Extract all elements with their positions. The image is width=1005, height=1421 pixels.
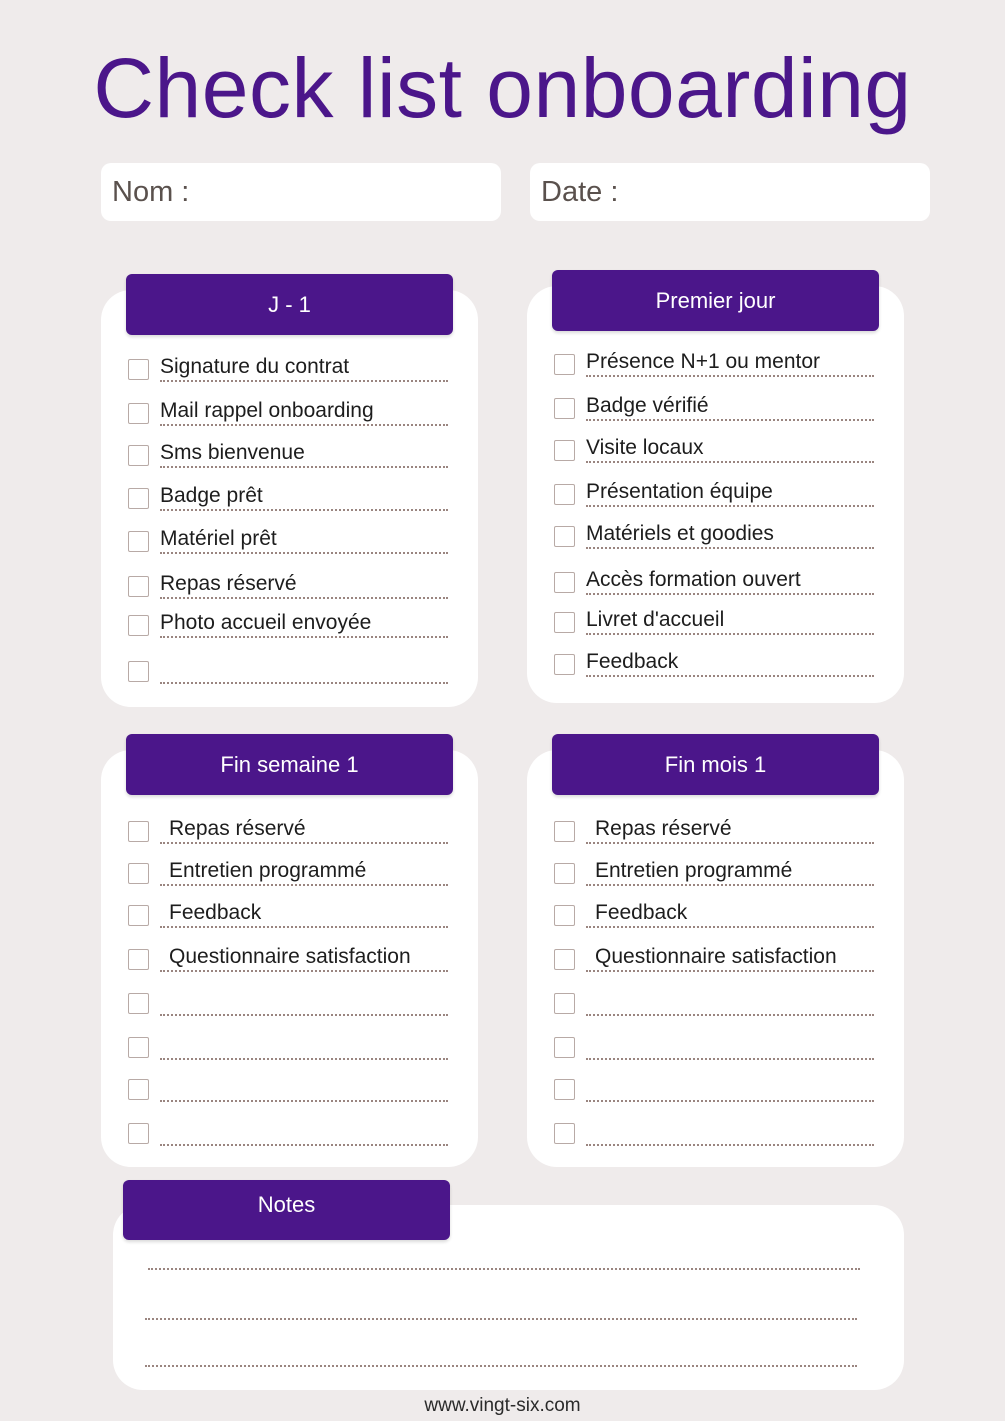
section-heading-fin-semaine-1: Fin semaine 1 <box>126 734 453 795</box>
notes-line[interactable] <box>148 1268 860 1270</box>
checkbox[interactable] <box>554 572 575 593</box>
checkbox[interactable] <box>128 531 149 552</box>
checklist-item-label: Matériel prêt <box>160 527 448 554</box>
checklist-item-label: Présence N+1 ou mentor <box>586 350 874 377</box>
checklist-item[interactable] <box>554 394 874 434</box>
page-title: Check list onboarding <box>93 41 912 135</box>
checklist-item-label <box>586 1119 874 1146</box>
checkbox[interactable] <box>128 821 149 842</box>
checklist-item[interactable] <box>554 1033 874 1073</box>
checkbox[interactable] <box>128 1079 149 1100</box>
checklist-item-label: Repas réservé <box>160 572 448 599</box>
checklist-item[interactable] <box>554 901 874 941</box>
checklist-item[interactable] <box>128 817 448 857</box>
checklist-item-label <box>586 1033 874 1060</box>
checklist-item[interactable] <box>128 1033 448 1073</box>
checklist-item-label <box>160 1075 448 1102</box>
checklist-item-label: Sms bienvenue <box>160 441 448 468</box>
checklist-item-label: Badge prêt <box>160 484 448 511</box>
checklist-item[interactable] <box>128 399 448 439</box>
checklist-item[interactable] <box>554 522 874 562</box>
checklist-item-label: Présentation équipe <box>586 480 874 507</box>
checkbox[interactable] <box>554 863 575 884</box>
checkbox[interactable] <box>554 398 575 419</box>
checklist-item-label <box>586 1075 874 1102</box>
checkbox[interactable] <box>128 359 149 380</box>
checklist-item[interactable] <box>128 859 448 899</box>
checkbox[interactable] <box>554 1079 575 1100</box>
checkbox[interactable] <box>128 993 149 1014</box>
checkbox[interactable] <box>554 1037 575 1058</box>
checklist-item[interactable] <box>554 650 874 690</box>
checklist-item-label: Questionnaire satisfaction <box>160 945 448 972</box>
checklist-item-label: Visite locaux <box>586 436 874 463</box>
checklist-item[interactable] <box>554 568 874 608</box>
checklist-item-label: Repas réservé <box>586 817 874 844</box>
checklist-item[interactable] <box>554 817 874 857</box>
section-heading-notes: Notes <box>123 1180 450 1240</box>
checklist-item[interactable] <box>128 572 448 612</box>
checkbox[interactable] <box>128 949 149 970</box>
name-field[interactable] <box>101 163 501 221</box>
checklist-item[interactable] <box>554 608 874 648</box>
checklist-item-label: Matériels et goodies <box>586 522 874 549</box>
checklist-item[interactable] <box>128 527 448 567</box>
checklist-item[interactable] <box>128 989 448 1029</box>
checklist-item[interactable] <box>554 350 874 390</box>
footer-url: www.vingt-six.com <box>424 1395 581 1416</box>
checkbox[interactable] <box>554 440 575 461</box>
checklist-item-label: Livret d'accueil <box>586 608 874 635</box>
checklist-item-label: Questionnaire satisfaction <box>586 945 874 972</box>
checkbox[interactable] <box>128 445 149 466</box>
section-heading-fin-mois-1: Fin mois 1 <box>552 734 879 795</box>
checkbox[interactable] <box>554 612 575 633</box>
checklist-item-label <box>586 989 874 1016</box>
section-heading-j-1: J - 1 <box>126 274 453 335</box>
checklist-item-label <box>160 1119 448 1146</box>
checklist-item[interactable] <box>128 1119 448 1159</box>
checkbox[interactable] <box>554 993 575 1014</box>
checklist-item[interactable] <box>128 484 448 524</box>
checklist-item[interactable] <box>128 657 448 697</box>
checkbox[interactable] <box>128 905 149 926</box>
section-heading-premier-jour: Premier jour <box>552 270 879 331</box>
checkbox[interactable] <box>128 403 149 424</box>
checkbox[interactable] <box>554 354 575 375</box>
checklist-item-label <box>160 657 448 684</box>
checklist-item[interactable] <box>128 945 448 985</box>
checklist-item-label: Feedback <box>160 901 448 928</box>
checklist-item-label <box>160 1033 448 1060</box>
checkbox[interactable] <box>128 1037 149 1058</box>
checkbox[interactable] <box>554 654 575 675</box>
checkbox[interactable] <box>554 949 575 970</box>
checkbox[interactable] <box>554 905 575 926</box>
checklist-item[interactable] <box>554 1075 874 1115</box>
checklist-item[interactable] <box>554 436 874 476</box>
checklist-item[interactable] <box>128 901 448 941</box>
checklist-item-label: Signature du contrat <box>160 355 448 382</box>
notes-line[interactable] <box>145 1365 857 1367</box>
checkbox[interactable] <box>554 484 575 505</box>
checkbox[interactable] <box>554 1123 575 1144</box>
checklist-item-label: Repas réservé <box>160 817 448 844</box>
checklist-item-label: Feedback <box>586 650 874 677</box>
checklist-item[interactable] <box>554 989 874 1029</box>
checkbox[interactable] <box>128 863 149 884</box>
checklist-item[interactable] <box>554 480 874 520</box>
checklist-item[interactable] <box>554 945 874 985</box>
name-label: Nom : <box>112 176 190 208</box>
checklist-item[interactable] <box>128 441 448 481</box>
checkbox[interactable] <box>128 576 149 597</box>
checklist-item-label: Photo accueil envoyée <box>160 611 448 638</box>
checkbox[interactable] <box>128 488 149 509</box>
checkbox[interactable] <box>128 1123 149 1144</box>
checklist-item[interactable] <box>554 1119 874 1159</box>
notes-line[interactable] <box>145 1318 857 1320</box>
checkbox[interactable] <box>128 661 149 682</box>
checkbox[interactable] <box>554 821 575 842</box>
checklist-item-label <box>160 989 448 1016</box>
checklist-item-label: Feedback <box>586 901 874 928</box>
checklist-item[interactable] <box>128 611 448 651</box>
checklist-item[interactable] <box>554 859 874 899</box>
checklist-item[interactable] <box>128 355 448 395</box>
checklist-item-label: Badge vérifié <box>586 394 874 421</box>
checklist-item-label: Accès formation ouvert <box>586 568 874 595</box>
date-field[interactable] <box>530 163 930 221</box>
checklist-item-label: Entretien programmé <box>586 859 874 886</box>
checklist-item-label: Mail rappel onboarding <box>160 399 448 426</box>
checkbox[interactable] <box>554 526 575 547</box>
checkbox[interactable] <box>128 615 149 636</box>
date-label: Date : <box>541 176 619 208</box>
checklist-item-label: Entretien programmé <box>160 859 448 886</box>
checklist-item[interactable] <box>128 1075 448 1115</box>
